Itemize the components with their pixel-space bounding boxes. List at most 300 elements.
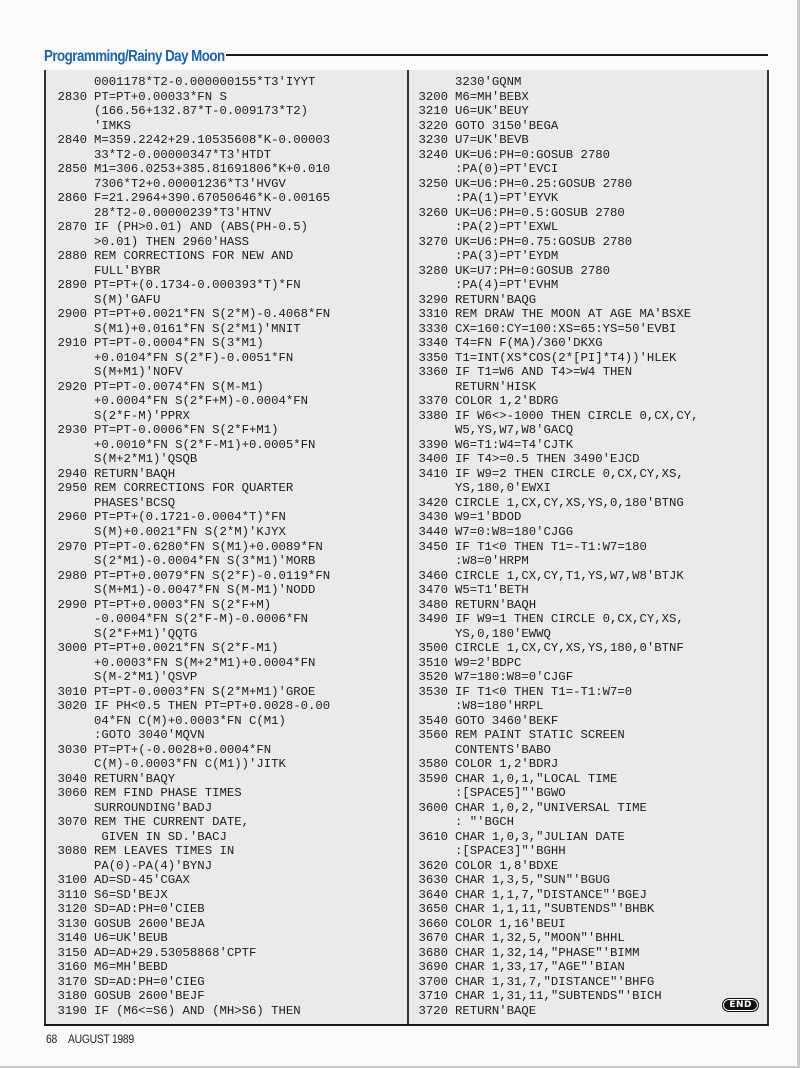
code-text: RETURN'BAQH <box>94 466 176 481</box>
code-text: IF T4>=0.5 THEN 3490'EJCD <box>455 452 640 467</box>
line-number: 3710 <box>418 989 448 1004</box>
code-line <box>407 104 767 119</box>
code-text: REM THE CURRENT DATE, <box>94 815 249 830</box>
code-line <box>407 293 767 308</box>
line-number: 3070 <box>57 815 87 830</box>
page-number: 68 <box>46 1034 57 1046</box>
line-number: 2860 <box>57 191 87 206</box>
code-line <box>46 510 407 525</box>
code-text: :PA(4)=PT'EVHM <box>455 278 559 293</box>
code-text: 'IMKS <box>94 118 131 133</box>
line-number: 2840 <box>57 133 87 148</box>
code-text: 04*FN C(M)+0.0003*FN C(M1) <box>94 713 286 728</box>
code-line <box>46 1004 407 1019</box>
code-text: CIRCLE 1,CX,CY,T1,YS,W7,W8'BTJK <box>455 568 684 583</box>
code-line <box>46 801 407 816</box>
line-number: 3180 <box>57 989 87 1004</box>
code-text: CHAR 1,1,7,"DISTANCE"'BGEJ <box>455 887 647 902</box>
line-number: 2930 <box>57 423 87 438</box>
code-text: PT=PT+0.00033*FN S <box>94 89 227 104</box>
code-text: C(M)-0.0003*FN C(M1))'JITK <box>94 757 286 772</box>
code-text: PT=PT+0.0021*FN S(2*F-M1) <box>94 641 279 656</box>
code-text: :[SPACE5]"'BGWO <box>455 786 566 801</box>
code-line <box>407 452 767 467</box>
line-number: 3460 <box>418 568 448 583</box>
code-line <box>407 598 767 613</box>
line-number: 3430 <box>418 510 448 525</box>
code-line <box>46 743 407 758</box>
code-line <box>46 220 407 235</box>
code-line <box>46 467 407 482</box>
code-line <box>46 496 407 511</box>
line-number: 2920 <box>57 379 87 394</box>
code-text: RETURN'BAQG <box>455 292 537 307</box>
code-text: COLOR 1,2'BDRG <box>455 394 559 409</box>
code-text: T1=INT(XS*COS(2*[PI]*T4))'HLEK <box>455 350 677 365</box>
code-text: +0.0004*FN S(2*F+M)-0.0004*FN <box>94 394 309 409</box>
code-line <box>46 322 407 337</box>
code-text: W5=T1'BETH <box>455 583 529 598</box>
code-line <box>407 394 767 409</box>
code-line <box>407 481 767 496</box>
code-text: GOSUB 2600'BEJF <box>94 989 205 1004</box>
code-text: :[SPACE3]"'BGHH <box>455 844 566 859</box>
code-text: S(M1)+0.0161*FN S(2*M1)'MNIT <box>94 321 301 336</box>
line-number: 3350 <box>418 350 448 365</box>
code-text: UK=U6:PH=0.25:GOSUB 2780 <box>455 176 633 191</box>
program-listing <box>44 70 769 1026</box>
line-number: 3680 <box>418 945 448 960</box>
code-text: IF PH<0.5 THEN PT=PT+0.0028-0.00 <box>94 699 331 714</box>
code-line <box>407 960 767 975</box>
code-text: S(M)'GAFU <box>94 292 161 307</box>
code-line <box>46 728 407 743</box>
code-text: REM CORRECTIONS FOR QUARTER <box>94 481 294 496</box>
code-text: RETURN'BAQE <box>455 1004 537 1018</box>
line-number: 3360 <box>418 365 448 380</box>
line-number: 3700 <box>418 974 448 989</box>
line-number: 2870 <box>57 220 87 235</box>
code-line <box>407 336 767 351</box>
code-line <box>407 569 767 584</box>
code-line <box>46 830 407 845</box>
code-text: GOSUB 2600'BEJA <box>94 916 205 931</box>
code-text: +0.0003*FN S(M+2*M1)+0.0004*FN <box>94 655 316 670</box>
line-number: 3000 <box>57 641 87 656</box>
line-number: 3490 <box>418 612 448 627</box>
line-number: 3670 <box>418 931 448 946</box>
code-line <box>407 757 767 772</box>
code-text: CHAR 1,0,1,"LOCAL TIME <box>455 771 618 786</box>
code-line <box>407 656 767 671</box>
line-number: 3370 <box>418 394 448 409</box>
code-line <box>407 322 767 337</box>
line-number: 3170 <box>57 974 87 989</box>
code-line <box>407 75 767 90</box>
code-text: IF T1=W6 AND T4>=W4 THEN <box>455 365 633 380</box>
code-text: +0.0010*FN S(2*F-M1)+0.0005*FN <box>94 437 316 452</box>
line-number: 3200 <box>418 89 448 104</box>
code-line <box>46 235 407 250</box>
code-text: S(M+2*M1)'QSQB <box>94 452 198 467</box>
code-text: IF (PH>0.01) AND (ABS(PH-0.5) <box>94 220 309 235</box>
line-number: 3560 <box>418 728 448 743</box>
code-text: IF W9=1 THEN CIRCLE 0,CX,CY,XS, <box>455 612 684 627</box>
code-line <box>407 525 767 540</box>
code-text: REM LEAVES TIMES IN <box>94 844 235 859</box>
code-line <box>407 409 767 424</box>
code-text: W9=1'BDOD <box>455 510 522 525</box>
code-text: YS,180,0'EWXI <box>455 481 551 496</box>
page-footer <box>46 1034 134 1046</box>
code-text: M6=MH'BEBX <box>455 89 529 104</box>
code-line <box>407 162 767 177</box>
line-number: 3600 <box>418 800 448 815</box>
code-text: REM PAINT STATIC SCREEN <box>455 728 625 743</box>
line-number: 3230 <box>418 133 448 148</box>
code-text: 7306*T2+0.00001236*T3'HVGV <box>94 176 286 191</box>
code-line <box>407 830 767 845</box>
code-line <box>407 119 767 134</box>
code-text: SD=AD:PH=0'CIEB <box>94 902 205 917</box>
code-line <box>407 423 767 438</box>
code-text: PT=PT-0.0003*FN S(2*M+M1)'GROE <box>94 684 316 699</box>
code-line <box>46 656 407 671</box>
code-line <box>46 148 407 163</box>
code-line <box>46 133 407 148</box>
line-number: 2950 <box>57 481 87 496</box>
code-line <box>407 670 767 685</box>
code-line <box>46 336 407 351</box>
code-text: CHAR 1,3,5,"SUN"'BGUG <box>455 873 610 888</box>
line-number: 3450 <box>418 539 448 554</box>
code-line <box>407 220 767 235</box>
code-line <box>46 989 407 1004</box>
line-number: 3040 <box>57 771 87 786</box>
code-line <box>407 946 767 961</box>
line-number: 3380 <box>418 408 448 423</box>
code-line <box>46 873 407 888</box>
code-line <box>46 612 407 627</box>
code-line <box>407 380 767 395</box>
code-line <box>46 627 407 642</box>
code-line <box>46 75 407 90</box>
code-text: UK=U6:PH=0.75:GOSUB 2780 <box>455 234 633 249</box>
line-number: 2960 <box>57 510 87 525</box>
code-text: S(M)+0.0021*FN S(2*M)'KJYX <box>94 524 286 539</box>
code-text: W9=2'BDPC <box>455 655 522 670</box>
code-line <box>46 960 407 975</box>
line-number: 2980 <box>57 568 87 583</box>
code-text: S(M+M1)'NOFV <box>94 365 183 380</box>
code-text: AD=AD+29.53058868'CPTF <box>94 945 257 960</box>
line-number: 3220 <box>418 118 448 133</box>
code-line <box>407 177 767 192</box>
code-line <box>46 365 407 380</box>
code-line <box>46 162 407 177</box>
line-number: 3510 <box>418 655 448 670</box>
code-text: CX=160:CY=100:XS=65:YS=50'EVBI <box>455 321 677 336</box>
code-line <box>46 409 407 424</box>
code-text: COLOR 1,2'BDRJ <box>455 757 559 772</box>
code-text: M6=MH'BEBD <box>94 960 168 975</box>
code-text: PHASES'BCSQ <box>94 495 176 510</box>
line-number: 3420 <box>418 495 448 510</box>
code-text: S(2*M1)-0.0004*FN S(3*M1)'MORB <box>94 554 316 569</box>
code-line <box>46 859 407 874</box>
code-line <box>407 438 767 453</box>
code-line <box>407 859 767 874</box>
code-text: GOTO 3150'BEGA <box>455 118 559 133</box>
code-text: AD=SD-45'CGAX <box>94 873 190 888</box>
code-line <box>407 917 767 932</box>
listing-column-right <box>407 70 769 1024</box>
code-line <box>46 177 407 192</box>
code-line <box>407 728 767 743</box>
line-number: 3190 <box>57 1004 87 1018</box>
code-line <box>407 772 767 787</box>
line-number: 3390 <box>418 437 448 452</box>
code-text: CIRCLE 1,CX,CY,XS,YS,0,180'BTNG <box>455 495 684 510</box>
code-line <box>46 351 407 366</box>
line-number: 3410 <box>418 466 448 481</box>
code-text: 28*T2-0.00000239*T3'HTNV <box>94 205 272 220</box>
code-line <box>407 467 767 482</box>
code-text: W7=0:W8=180'CJGG <box>455 524 574 539</box>
line-number: 3160 <box>57 960 87 975</box>
code-line <box>407 743 767 758</box>
code-text: RETURN'BAQY <box>94 771 176 786</box>
code-line <box>407 612 767 627</box>
code-text: :PA(0)=PT'EVCI <box>455 162 559 177</box>
line-number: 3260 <box>418 205 448 220</box>
code-text: REM DRAW THE MOON AT AGE MA'BSXE <box>455 307 692 322</box>
code-text: S(M-2*M1)'QSVP <box>94 670 198 685</box>
code-text: GOTO 3460'BEKF <box>455 713 559 728</box>
line-number: 3110 <box>57 887 87 902</box>
line-number: 3720 <box>418 1004 448 1018</box>
line-number: 3030 <box>57 742 87 757</box>
line-number: 2890 <box>57 278 87 293</box>
code-line <box>407 873 767 888</box>
code-line <box>46 569 407 584</box>
line-number: 3210 <box>418 104 448 119</box>
code-line <box>46 583 407 598</box>
code-line <box>46 293 407 308</box>
code-line <box>46 931 407 946</box>
code-line <box>46 641 407 656</box>
code-line <box>407 249 767 264</box>
code-line <box>407 365 767 380</box>
code-line <box>407 351 767 366</box>
line-number: 3690 <box>418 960 448 975</box>
code-text: UK=U7:PH=0:GOSUB 2780 <box>455 263 610 278</box>
line-number: 3340 <box>418 336 448 351</box>
code-text: M1=306.0253+385.81691806*K+0.010 <box>94 162 331 177</box>
code-text: PA(0)-PA(4)'BYNJ <box>94 858 213 873</box>
code-line <box>407 148 767 163</box>
code-text: :PA(2)=PT'EXWL <box>455 220 559 235</box>
code-text: IF W6<>-1000 THEN CIRCLE 0,CX,CY, <box>455 408 699 423</box>
code-text: REM FIND PHASE TIMES <box>94 786 242 801</box>
code-text: CHAR 1,32,5,"MOON"'BHHL <box>455 931 625 946</box>
line-number: 2970 <box>57 539 87 554</box>
code-line <box>46 975 407 990</box>
code-text: S6=SD'BEJX <box>94 887 168 902</box>
line-number: 3060 <box>57 786 87 801</box>
code-text: RETURN'BAQH <box>455 597 537 612</box>
section-title: Programming/Rainy Day Moon <box>44 48 225 65</box>
code-line <box>407 206 767 221</box>
code-line <box>407 496 767 511</box>
code-line <box>46 191 407 206</box>
line-number: 3140 <box>57 931 87 946</box>
line-number: 3280 <box>418 263 448 278</box>
code-line <box>407 90 767 105</box>
code-line <box>407 801 767 816</box>
line-number: 3310 <box>418 307 448 322</box>
code-text: GIVEN IN SD.'BACJ <box>94 829 227 844</box>
code-line <box>407 786 767 801</box>
line-number: 3470 <box>418 583 448 598</box>
code-text: FULL'BYBR <box>94 263 161 278</box>
line-number: 3590 <box>418 771 448 786</box>
code-line <box>46 452 407 467</box>
code-text: 0001178*T2-0.000000155*T3'IYYT <box>94 75 316 89</box>
code-text: PT=PT-0.6280*FN S(M1)+0.0089*FN <box>94 539 323 554</box>
line-number: 2910 <box>57 336 87 351</box>
line-number: 3120 <box>57 902 87 917</box>
line-number: 3130 <box>57 916 87 931</box>
line-number: 3290 <box>418 292 448 307</box>
line-number: 3530 <box>418 684 448 699</box>
line-number: 3610 <box>418 829 448 844</box>
line-number: 2830 <box>57 89 87 104</box>
listing-column-left <box>44 70 409 1024</box>
page-header <box>44 47 768 65</box>
code-line <box>46 206 407 221</box>
code-line <box>46 844 407 859</box>
code-text: (166.56+132.87*T-0.009173*T2) <box>94 104 309 119</box>
code-line <box>46 278 407 293</box>
code-text: COLOR 1,16'BEUI <box>455 916 566 931</box>
code-line <box>407 975 767 990</box>
code-line <box>46 481 407 496</box>
code-line <box>407 554 767 569</box>
code-line <box>46 380 407 395</box>
code-line <box>46 917 407 932</box>
code-line <box>407 540 767 555</box>
code-text: RETURN'HISK <box>455 379 537 394</box>
code-text: PT=PT+(0.1721-0.0004*T)*FN <box>94 510 286 525</box>
line-number: 2900 <box>57 307 87 322</box>
code-line <box>46 525 407 540</box>
header-rule <box>226 54 768 56</box>
code-line <box>407 510 767 525</box>
code-text: S(2*F+M1)'QQTG <box>94 626 198 641</box>
code-text: :W8=180'HRPL <box>455 699 544 714</box>
code-text: CHAR 1,1,11,"SUBTENDS"'BHBK <box>455 902 655 917</box>
code-text: SURROUNDING'BADJ <box>94 800 213 815</box>
code-text: PT=PT+0.0079*FN S(2*F)-0.0119*FN <box>94 568 331 583</box>
code-line <box>407 235 767 250</box>
line-number: 3440 <box>418 524 448 539</box>
line-number: 3540 <box>418 713 448 728</box>
code-text: :W8=0'HRPM <box>455 554 529 569</box>
code-line <box>46 264 407 279</box>
line-number: 3150 <box>57 945 87 960</box>
code-line <box>407 278 767 293</box>
code-line <box>407 133 767 148</box>
code-text: U6=UK'BEUY <box>455 104 529 119</box>
line-number: 3010 <box>57 684 87 699</box>
code-line <box>46 249 407 264</box>
code-line <box>407 641 767 656</box>
code-text: U6=UK'BEUB <box>94 931 168 946</box>
line-number: 3100 <box>57 873 87 888</box>
code-line <box>46 685 407 700</box>
line-number: 3650 <box>418 902 448 917</box>
code-line <box>407 685 767 700</box>
code-text: COLOR 1,8'BDXE <box>455 858 559 873</box>
code-line <box>407 307 767 322</box>
code-text: :PA(3)=PT'EYDM <box>455 249 559 264</box>
code-text: S(M+M1)-0.0047*FN S(M-M1)'NODD <box>94 583 316 598</box>
line-number: 3270 <box>418 234 448 249</box>
code-line <box>407 815 767 830</box>
code-text: S(2*F-M)'PPRX <box>94 408 190 423</box>
code-text: CHAR 1,0,2,"UNIVERSAL TIME <box>455 800 647 815</box>
code-text: F=21.2964+390.67050646*K-0.00165 <box>94 191 331 206</box>
code-text: SD=AD:PH=0'CIEG <box>94 974 205 989</box>
code-line <box>407 931 767 946</box>
code-line <box>46 438 407 453</box>
code-line <box>407 627 767 642</box>
line-number: 2940 <box>57 466 87 481</box>
code-text: 33*T2-0.00000347*T3'HTDT <box>94 147 272 162</box>
code-line <box>46 757 407 772</box>
code-text: PT=PT-0.0006*FN S(2*F+M1) <box>94 423 279 438</box>
code-text: PT=PT+0.0003*FN S(2*F+M) <box>94 597 272 612</box>
code-line <box>46 423 407 438</box>
code-line <box>407 699 767 714</box>
code-line <box>407 844 767 859</box>
line-number: 3620 <box>418 858 448 873</box>
code-text: PT=PT+(-0.0028+0.0004*FN <box>94 742 272 757</box>
code-line <box>407 583 767 598</box>
line-number: 3080 <box>57 844 87 859</box>
line-number: 2990 <box>57 597 87 612</box>
code-text: PT=PT-0.0004*FN S(3*M1) <box>94 336 264 351</box>
code-line <box>46 307 407 322</box>
line-number: 2880 <box>57 249 87 264</box>
line-number: 3500 <box>418 641 448 656</box>
code-text: IF T1<0 THEN T1=-T1:W7=0 <box>455 684 633 699</box>
code-text: UK=U6:PH=0.5:GOSUB 2780 <box>455 205 625 220</box>
line-number: 3520 <box>418 670 448 685</box>
code-text: T4=FN F(MA)/360'DKXG <box>455 336 603 351</box>
code-text: >0.01) THEN 2960'HASS <box>94 234 249 249</box>
line-number: 3020 <box>57 699 87 714</box>
code-text: CHAR 1,31,7,"DISTANCE"'BHFG <box>455 974 655 989</box>
code-line <box>46 714 407 729</box>
code-line <box>407 989 767 1004</box>
code-line <box>46 772 407 787</box>
code-text: CHAR 1,33,17,"AGE"'BIAN <box>455 960 625 975</box>
code-line <box>407 191 767 206</box>
code-text: W6=T1:W4=T4'CJTK <box>455 437 574 452</box>
code-text: IF T1<0 THEN T1=-T1:W7=180 <box>455 539 647 554</box>
